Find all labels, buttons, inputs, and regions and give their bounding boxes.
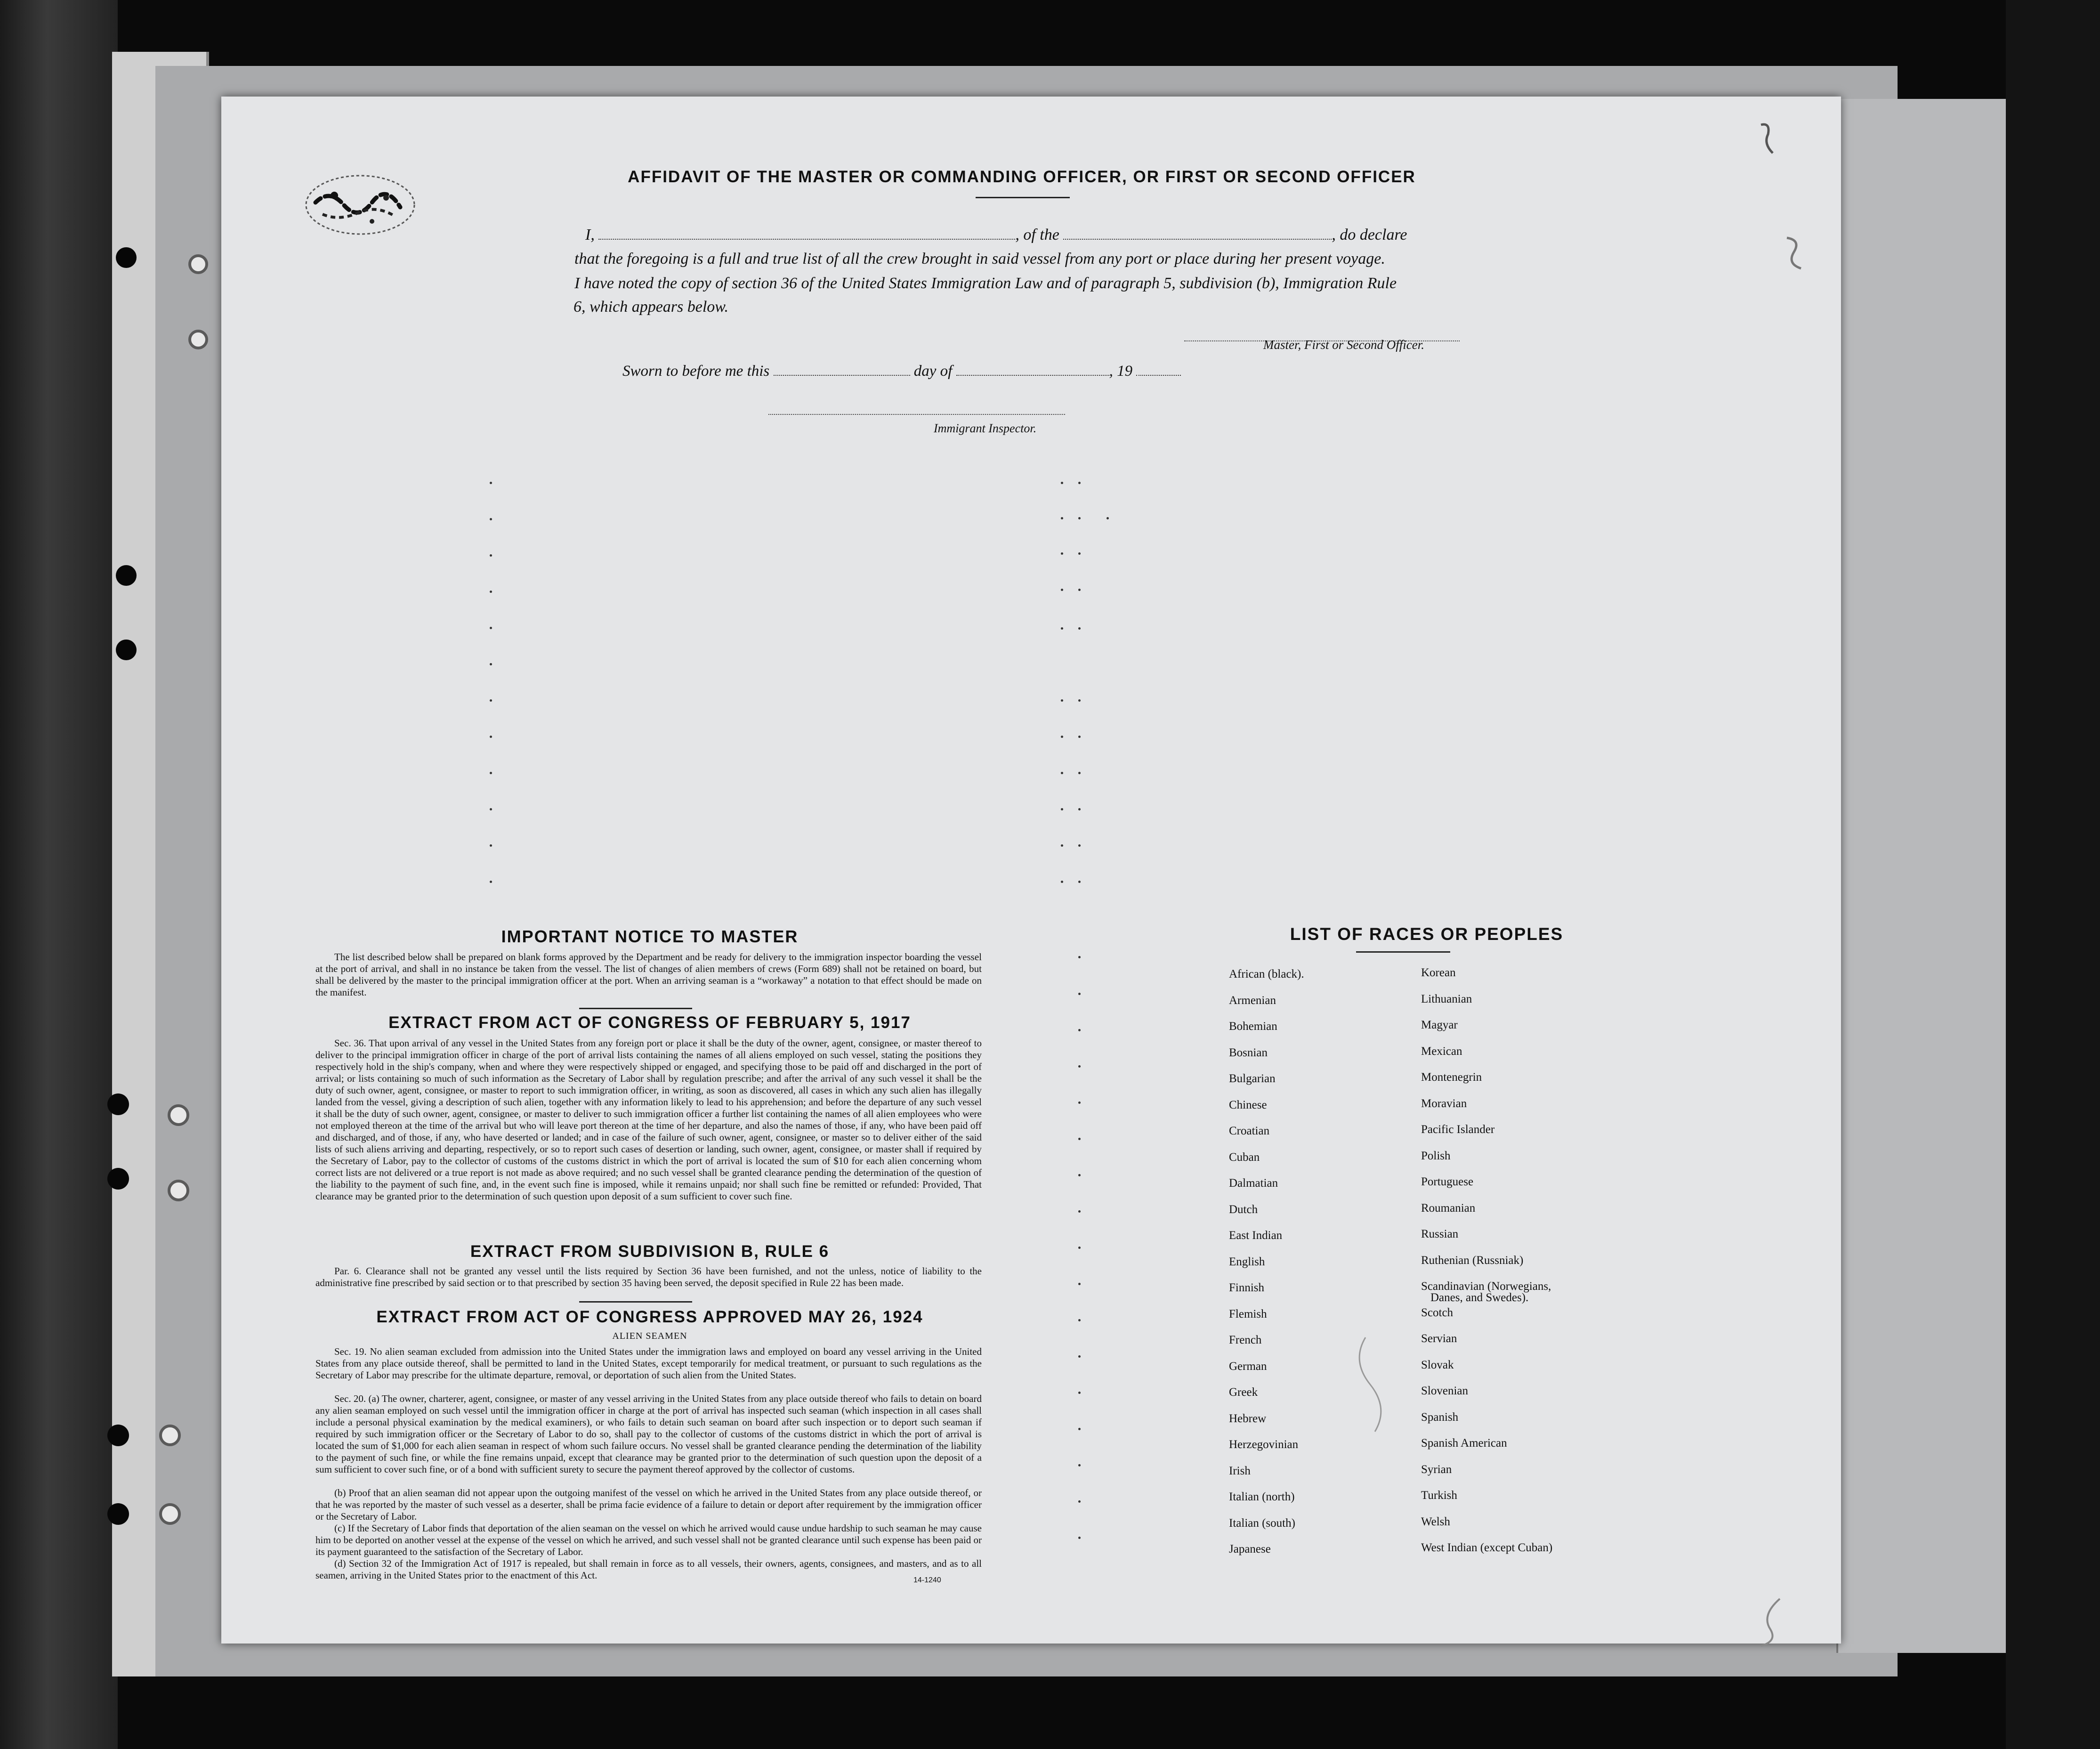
- race-item: Lithuanian: [1421, 992, 1472, 1005]
- right-sheet: [1836, 99, 2008, 1653]
- binder-hole: [159, 1503, 181, 1525]
- race-item: Croatian: [1229, 1125, 1270, 1137]
- binder-hole: [116, 565, 137, 586]
- vessel-name-field[interactable]: [1063, 227, 1332, 240]
- race-item: German: [1229, 1360, 1267, 1373]
- binder-hole: [188, 254, 208, 274]
- race-item: African (black).: [1229, 968, 1304, 980]
- scanner-backdrop-left: [0, 0, 118, 1749]
- race-item: Dalmatian: [1229, 1177, 1278, 1190]
- officer-name-field[interactable]: [598, 227, 1015, 240]
- extract-1924-sec20b: (b) Proof that an alien seaman did not appear upon the outgoing manifest of the vessel on which he arrived in the United States from any place outside thereof, or that he was reported by the master of such vessel as a deserter, shall be prima facie evidence of a failure to detain or deport after requirement by the immigration officer or the Secretary of Labor.: [315, 1487, 982, 1522]
- binder-hole: [168, 1104, 189, 1126]
- race-item: Flemish: [1229, 1307, 1267, 1320]
- sworn-line: [622, 363, 1181, 380]
- race-item: Ruthenian (Russniak): [1421, 1254, 1524, 1267]
- race-item: Italian (north): [1229, 1490, 1295, 1503]
- affidavit-i: I,: [585, 226, 595, 243]
- binder-hole: [188, 330, 208, 349]
- sworn-month-field[interactable]: [956, 363, 1109, 376]
- extract-1924-sec20d: (d) Section 32 of the Immigration Act of 1917 is repealed, but shall remain in force as to all vessels, their owners, agents, consignees, and masters, and as to all seamen, arriving in the United States prior to the enactment of this Act.: [315, 1558, 982, 1581]
- affidavit-line-4: 6, which appears below.: [573, 298, 728, 316]
- race-item: Spanish: [1421, 1410, 1459, 1424]
- race-item: Italian (south): [1229, 1516, 1295, 1530]
- race-item-continuation: Danes, and Swedes).: [1430, 1291, 1529, 1304]
- sworn-prefix: Sworn to before me this: [622, 363, 770, 380]
- race-item: Irish: [1229, 1464, 1251, 1477]
- divider: [579, 1301, 692, 1303]
- race-item: Russian: [1421, 1228, 1459, 1240]
- extract-1924-sec20a: Sec. 20. (a) The owner, charterer, agent, consignee, or master of any vessel arriving in the United States from any place outside thereof who fails to detain on board any alien seaman employed on such vessel until the immigration officer in charge at the port of arrival has inspected such seaman (which inspection in all cases shall include a personal physical examination by the medical examiners), or who fails to detain such seaman on board after such inspection or to deport such seaman if required by such immigration officer or the Secretary of Labor to do so, shall pay to the collector of customs of the customs district in which the port of arrival is located the sum of $1,000 for each alien seaman in respect of whom such failure occurs. No vessel shall be granted clearance pending the determination of the liability to the payment of such fine, or while the fine remains unpaid, except that clearance may be granted prior to the determination of such question upon the deposit of a sum sufficient to cover such fine, or of a bond with sufficient surety to secure the payment thereof approved by the collector of customs.: [315, 1393, 982, 1475]
- race-item: Bulgarian: [1229, 1072, 1276, 1085]
- affidavit-of-the: , of the: [1015, 226, 1059, 243]
- race-item: Spanish American: [1421, 1437, 1507, 1449]
- sworn-day-of: day of: [913, 363, 953, 380]
- pencil-mark: [1752, 120, 1780, 162]
- form-number: 14-1240: [913, 1576, 941, 1584]
- sworn-year-field[interactable]: [1136, 363, 1181, 376]
- race-item: Turkish: [1421, 1489, 1457, 1502]
- race-item: Slovenian: [1421, 1385, 1468, 1397]
- pencil-mark: [1780, 231, 1808, 273]
- affidavit-line-1: [585, 226, 1407, 244]
- official-stamp-seal: [301, 170, 419, 240]
- race-item: Montenegrin: [1421, 1071, 1482, 1084]
- race-item: Mexican: [1421, 1045, 1462, 1058]
- binder-hole: [107, 1093, 129, 1115]
- race-item: Armenian: [1229, 994, 1276, 1007]
- race-item: Japanese: [1229, 1543, 1271, 1555]
- race-item: Hebrew: [1229, 1412, 1267, 1425]
- extract-rule6-title: EXTRACT FROM SUBDIVISION B, RULE 6: [470, 1242, 830, 1261]
- extract-1917-title: EXTRACT FROM ACT OF CONGRESS OF FEBRUARY 5, 1917: [388, 1013, 911, 1032]
- affidavit-line-2: that the foregoing is a full and true list of all the crew brought in said vessel from any port or place during her present voyage.: [574, 250, 1385, 267]
- master-signature-label: Master, First or Second Officer.: [1263, 338, 1424, 352]
- race-item: Scotch: [1421, 1306, 1454, 1319]
- race-item: Polish: [1421, 1149, 1451, 1162]
- inspector-signature-line[interactable]: [768, 413, 1065, 415]
- race-item: Magyar: [1421, 1019, 1458, 1031]
- race-item: English: [1229, 1255, 1265, 1268]
- race-item: Syrian: [1421, 1463, 1452, 1476]
- binder-hole: [107, 1425, 129, 1446]
- races-title-underline: [1356, 951, 1450, 953]
- binder-hole: [168, 1180, 189, 1201]
- pencil-mark: [1752, 1596, 1794, 1648]
- race-item: Finnish: [1229, 1281, 1265, 1294]
- race-item: Servian: [1421, 1332, 1457, 1345]
- race-item: Welsh: [1421, 1515, 1450, 1528]
- race-item: Bosnian: [1229, 1046, 1268, 1059]
- scanner-backdrop-right: [2006, 0, 2100, 1749]
- race-item: Scandinavian (Norwegians, Danes, and Swedes).: [1421, 1280, 1552, 1306]
- notice-text: The list described below shall be prepared on blank forms approved by the Department and be ready for delivery to the immigration inspector boarding the vessel at the port of arrival, and shall in no instance be taken from the vessel. The list of changes of alien members of crews (Form 689) shall not be retained on board, but shall be delivered by the master to the principal immigration officer at the port. When an arriving seaman is a “workaway” a notation to that effect should be made on the manifest.: [315, 951, 982, 998]
- races-left-column: [1229, 968, 1304, 1569]
- race-item: Bohemian: [1229, 1020, 1277, 1033]
- binder-hole: [116, 640, 137, 660]
- binder-hole: [116, 247, 137, 268]
- races-right-column: [1421, 966, 1552, 1568]
- binder-hole: [107, 1503, 129, 1525]
- race-item: East Indian: [1229, 1229, 1283, 1242]
- race-item: Portuguese: [1421, 1175, 1474, 1188]
- inspector-label: Immigrant Inspector.: [934, 421, 1037, 435]
- race-item: French: [1229, 1334, 1262, 1346]
- binder-hole: [159, 1425, 181, 1446]
- extract-1924-sec19: Sec. 19. No alien seaman excluded from admission into the United States under the immigration laws and employed on board any vessel arriving in the United States from any place outside thereof, shall be permitted to land in the United States, except temporarily for medical treatment, or pursuant to such regulations as the Secretary of Labor may prescribe for the ultimate departure, removal, or deportation of such alien from the United States.: [315, 1346, 982, 1381]
- sworn-year: , 19: [1109, 363, 1133, 380]
- pencil-mark: [1347, 1333, 1422, 1436]
- race-item: Moravian: [1421, 1097, 1467, 1110]
- notice-title: IMPORTANT NOTICE TO MASTER: [501, 927, 799, 946]
- race-item: Slovak: [1421, 1358, 1454, 1371]
- extract-1924-title: EXTRACT FROM ACT OF CONGRESS APPROVED MAY 26, 1924: [376, 1308, 923, 1326]
- race-item: West Indian (except Cuban): [1421, 1541, 1553, 1554]
- extract-1924-subtitle: ALIEN SEAMEN: [612, 1331, 687, 1341]
- race-item: Chinese: [1229, 1098, 1267, 1111]
- extract-1924-sec20c: (c) If the Secretary of Labor finds that deportation of the alien seaman on the vessel on which he arrived would cause undue hardship to such seaman he may cause him to be deported on another vessel at the expense of the vessel on which he arrived, and such vessel shall not be granted clearance until such expense has been paid or its payment guaranteed to the satisfaction of the Secretary of Labor.: [315, 1522, 982, 1557]
- race-item: Herzegovinian: [1229, 1438, 1299, 1451]
- extract-1917-text: Sec. 36. That upon arrival of any vessel in the United States from any foreign port or place it shall be the duty of the owner, agent, consignee, or master thereof to deliver to the principal immigration officer in charge of the port of arrival lists containing the names of all aliens employed on such vessel, stating the positions they respectively hold in the ship's company, when and where they were respectively shipped or engaged, and specifying those to be paid off and discharged in the port of arrival; or lists containing so much of such information as the Secretary of Labor shall by regulation prescribe; and after the arrival of any such vessel it shall be the duty of such owner, agent, consignee, or master to report to such immigration officer, in writing, as soon as discovered, all cases in which any such alien has illegally landed from the vessel, giving a description of such alien, together with any information likely to lead to his apprehension; and before the departure of any such vessel it shall be the duty of such owner, agent, consignee, or master to deliver to such immigration officer a further list containing the names of all alien employees who were not employed thereon at the time of the arrival but who will leave port thereon at the time of her departure, and also the names of those, if any, who have been paid off and discharged, and of those, if any, who have deserted or landed; and in case of the failure of such owner, agent, consignee, or master so to deliver either of the said lists of such aliens arriving and departing, respectively, or so to report such cases of desertion or landing, such owner, agent, consignee, or master shall if required by the Secretary of Labor, pay to the collector of customs of the customs district in which the port of arrival is located the sum of $10 for each alien concerning whom correct lists are not delivered or a true report is not made as above required; and no such vessel shall be granted clearance pending the determination of the question of the liability to the payment of such fine, and, in the event such fine is imposed, while it remains unpaid; nor shall such fine be remitted or refunded: Provided, That clearance may be granted prior to the determination of such question upon deposit of a sum sufficient to cover such fine.: [315, 1037, 982, 1202]
- race-item: Dutch: [1229, 1203, 1258, 1216]
- title-underline: [976, 197, 1070, 198]
- affidavit-title: AFFIDAVIT OF THE MASTER OR COMMANDING OFFICER, OR FIRST OR SECOND OFFICER: [628, 168, 1416, 186]
- race-item: Pacific Islander: [1421, 1123, 1495, 1136]
- race-item: Cuban: [1229, 1150, 1260, 1164]
- extract-rule6-text: Par. 6. Clearance shall not be granted any vessel until the lists required by Section 36 have been furnished, and not the unless, notice of liability to the administrative fine prescribed by said section or to that prescribed by section 35 having been served, the deposit specified in Rule 22 has been made.: [315, 1265, 982, 1288]
- race-item: Greek: [1229, 1386, 1258, 1399]
- races-title: LIST OF RACES OR PEOPLES: [1290, 924, 1564, 944]
- binder-hole: [107, 1168, 129, 1190]
- affidavit-declare: , do declare: [1332, 226, 1407, 243]
- sworn-day-field[interactable]: [774, 363, 910, 376]
- race-item: Roumanian: [1421, 1201, 1476, 1215]
- affidavit-line-3: I have noted the copy of section 36 of the United States Immigration Law and of paragraph 5, subdivision (b), Immigration Rule: [574, 275, 1397, 292]
- divider: [579, 1008, 692, 1009]
- race-item: Korean: [1421, 966, 1456, 979]
